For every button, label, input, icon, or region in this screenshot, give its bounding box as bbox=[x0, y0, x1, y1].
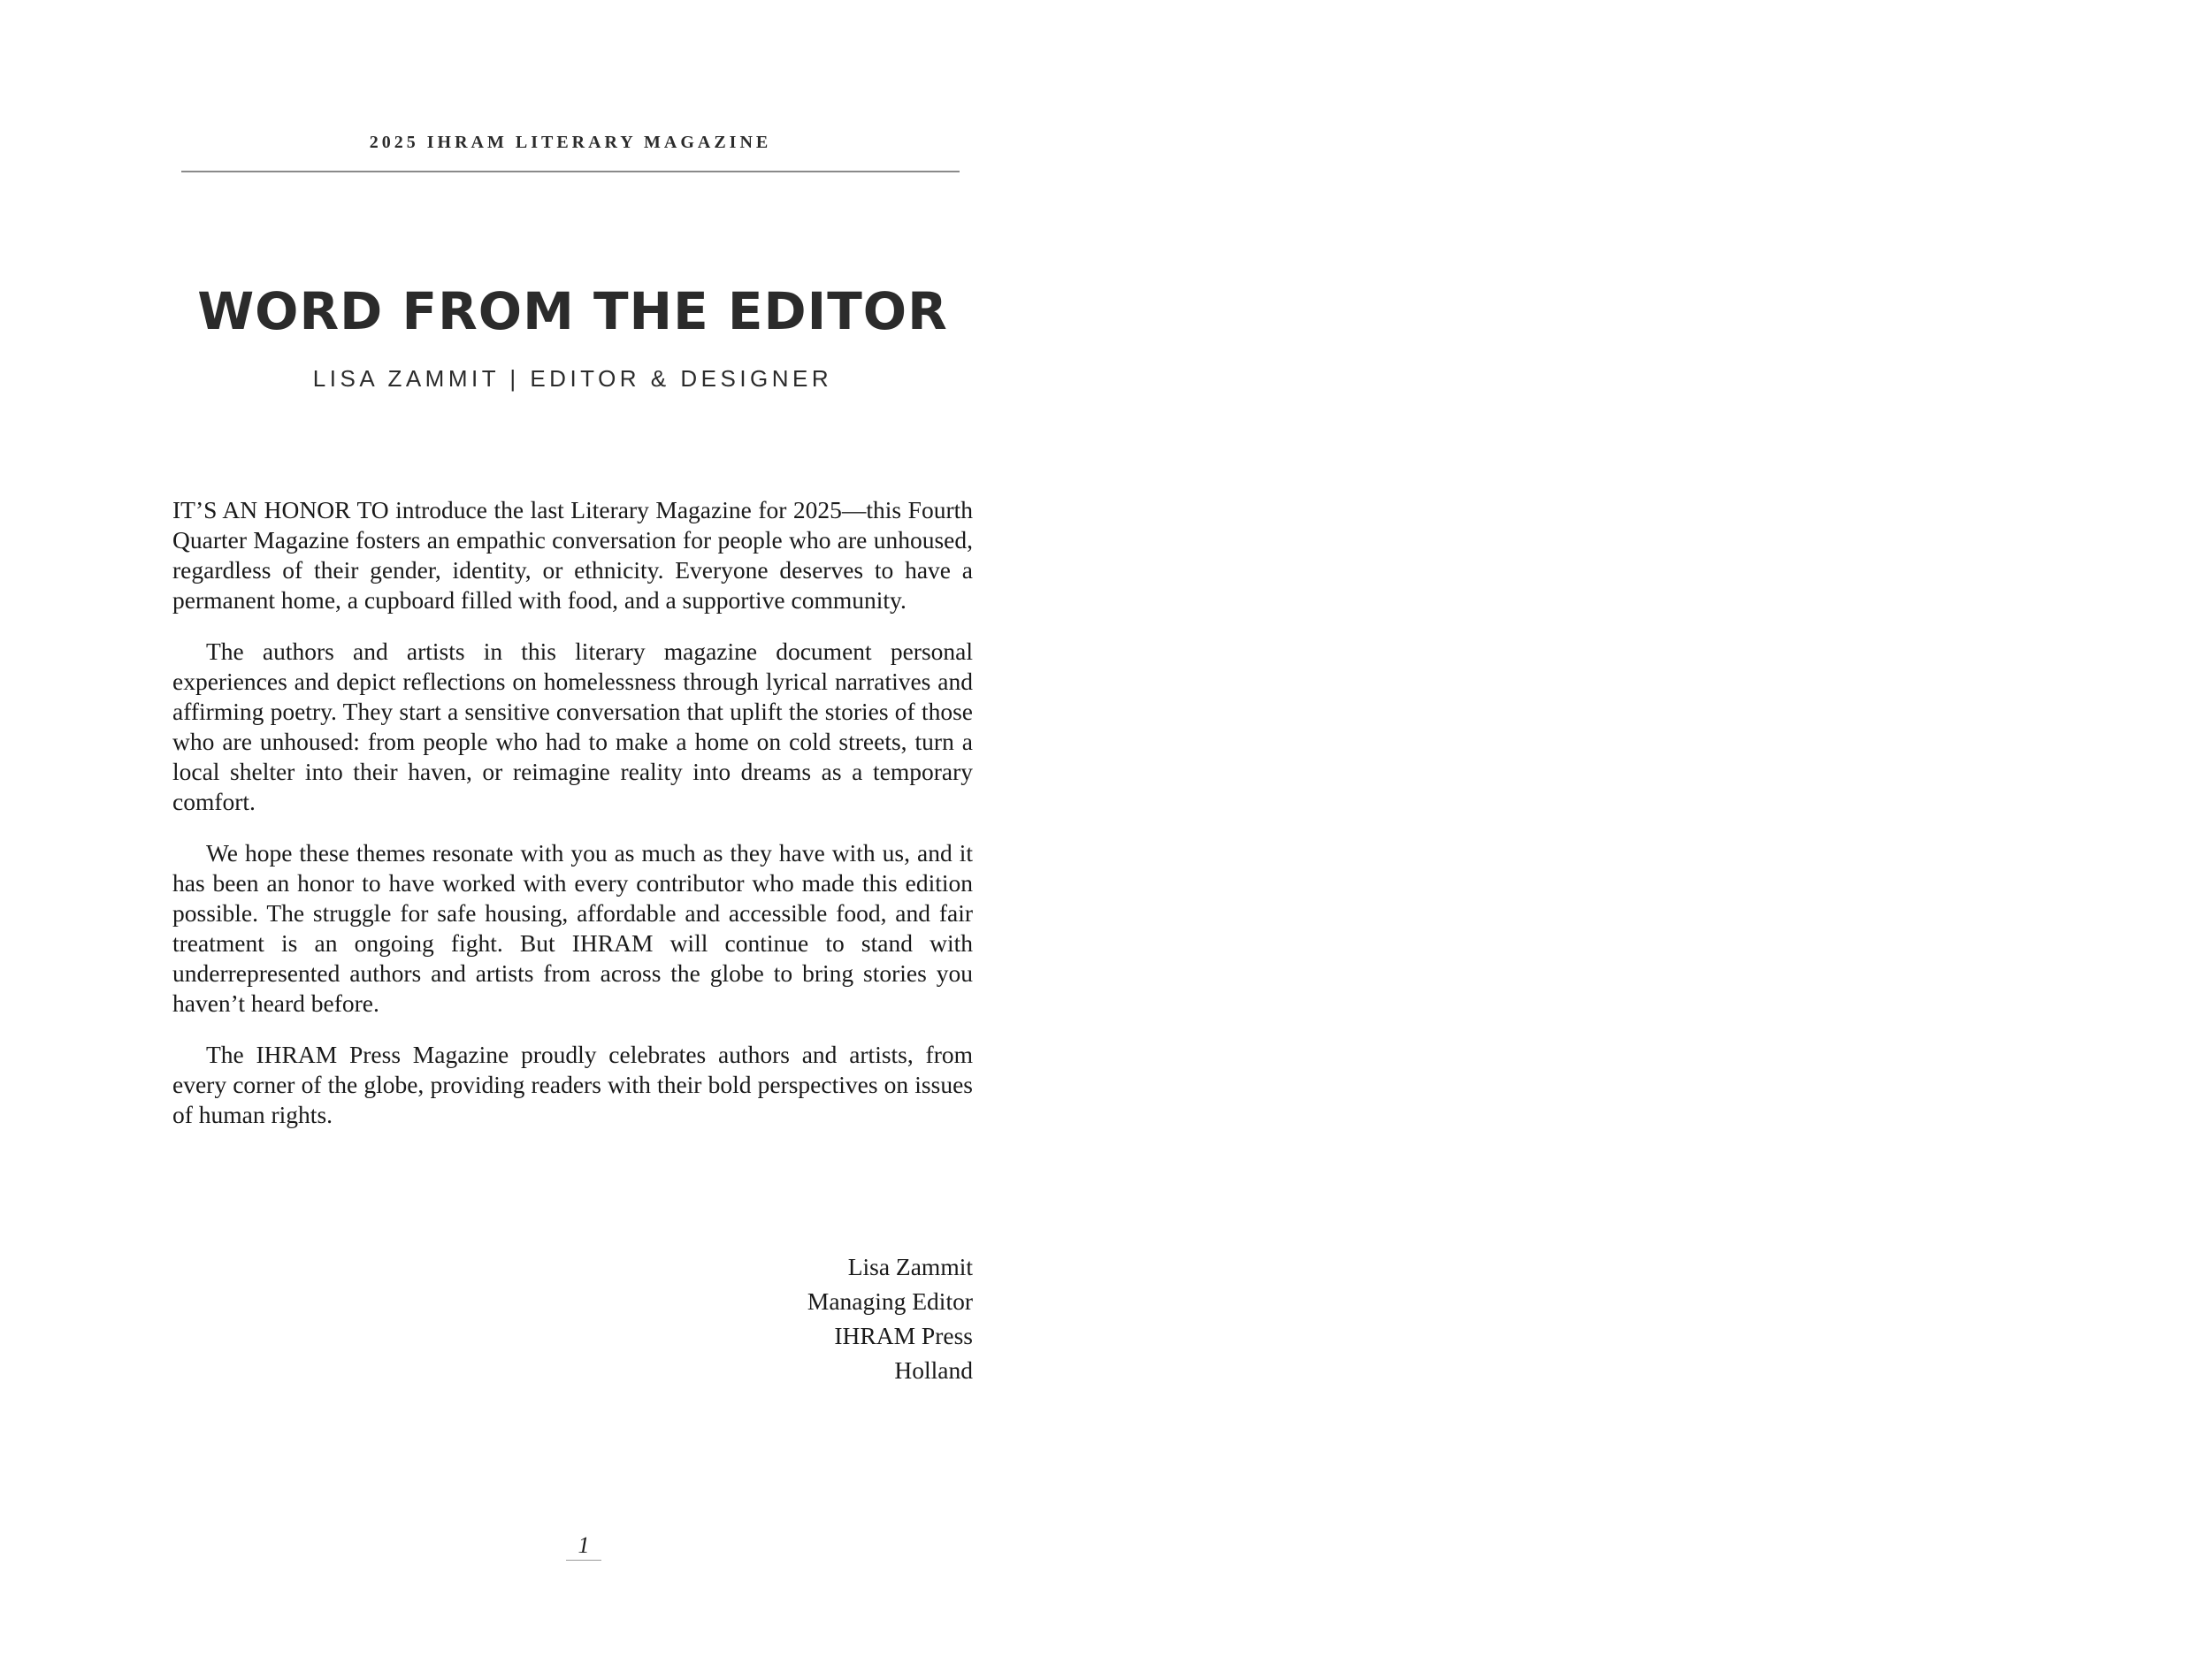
signature-organization: IHRAM Press bbox=[834, 1322, 973, 1349]
signature-location: Holland bbox=[894, 1356, 973, 1384]
signature-role: Managing Editor bbox=[807, 1287, 973, 1315]
running-header: 2025 IHRAM LITERARY MAGAZINE bbox=[369, 133, 772, 152]
article-body bbox=[172, 495, 973, 1151]
signature-name: Lisa Zammit bbox=[847, 1253, 973, 1280]
body-paragraph-2: The authors and artists in this literary magazine document personal experiences and depict reflections on homelessness through lyrical narratives and affirming poetry. They start a sensitive conversation that uplift the stories of those who are unhoused: from people who had to make a home on cold streets, turn a local shelter into their haven, or reimagine reality into dreams as a temporary comfort. bbox=[172, 638, 973, 815]
body-paragraph-3: We hope these themes resonate with you as much as they have with us, and it has been an honor to have worked with every contributor who made this edition possible. The struggle for safe housing, affordable and accessible food, and fair treatment is an ongoing fight. But IHRAM will continue to stand with underrepresented authors and artists from across the globe to bring stories you haven’t heard before. bbox=[172, 839, 973, 1017]
header-divider bbox=[181, 171, 960, 172]
article-title: WORD FROM THE EDITOR bbox=[197, 281, 948, 341]
article-byline: LISA ZAMMIT | EDITOR & DESIGNER bbox=[312, 365, 833, 392]
page-number: 1 bbox=[566, 1532, 601, 1561]
body-paragraph-4: The IHRAM Press Magazine proudly celebrates authors and artists, from every corner of the globe, providing readers with their bold perspectives on issues of human rights. bbox=[172, 1041, 973, 1128]
body-paragraph-1: IT’S AN HONOR TO introduce the last Literary Magazine for 2025—this Fourth Quarter Magazine fosters an empathic conversation for people who are unhoused, regardless of their gender, identity, or ethnicity. Everyone deserves to have a permanent home, a cupboard filled with food, and a supportive community. bbox=[172, 496, 973, 614]
editor-signature bbox=[619, 1249, 973, 1387]
